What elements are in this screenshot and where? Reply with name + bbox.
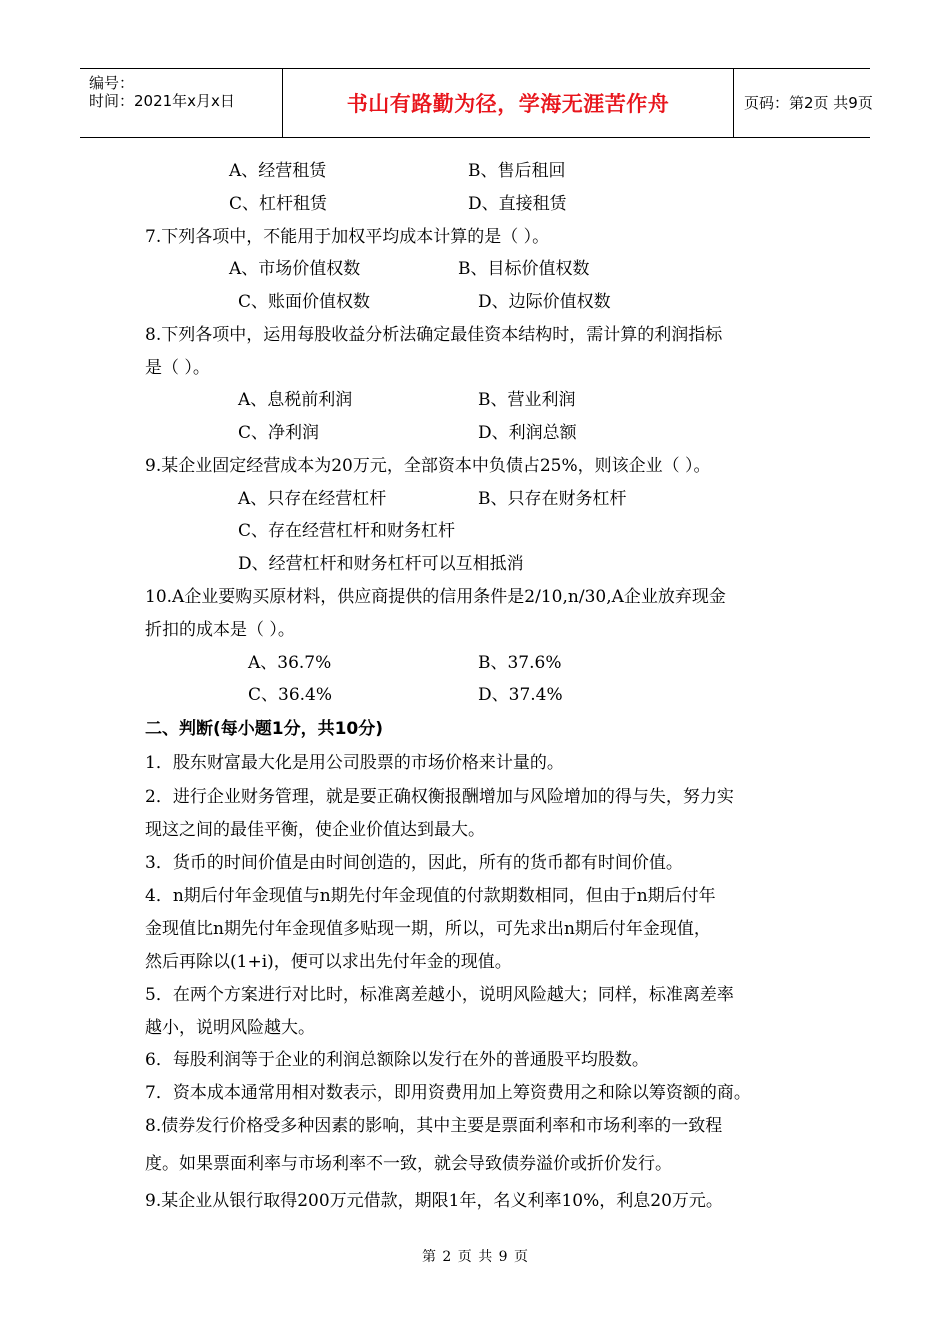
judgment-2-line1: 2．进行企业财务管理，就是要正确权衡报酬增加与风险增加的得与失，努力实	[145, 787, 734, 807]
judgment-2-line2: 现这之间的最佳平衡，使企业价值达到最大。	[145, 820, 485, 840]
option-6a: A、经营租赁	[229, 161, 327, 181]
option-8a: A、息税前利润	[238, 390, 353, 410]
motto-text: 书山有路勤为径，学海无涯苦作舟	[346, 92, 670, 116]
option-9b: B、只存在财务杠杆	[478, 489, 627, 509]
judgment-3: 3．货币的时间价值是由时间创造的，因此，所有的货币都有时间价值。	[145, 853, 683, 873]
document-header	[80, 68, 873, 138]
option-7a: A、市场价值权数	[229, 259, 361, 279]
question-9: 9.某企业固定经营成本为20万元，全部资本中负债占25%，则该企业（ ）。	[145, 456, 711, 476]
motto-cell	[282, 69, 734, 137]
option-9a: A、只存在经营杠杆	[238, 489, 387, 509]
judgment-5-line1: 5．在两个方案进行对比时，标准离差越小，说明风险越大；同样，标准离差率	[145, 985, 734, 1005]
option-9d: D、经营杠杆和财务杠杆可以互相抵消	[238, 554, 524, 574]
judgment-4-line2: 金现值比n期先付年金现值多贴现一期，所以，可先求出n期后付年金现值，	[145, 919, 711, 939]
header-meta-cell	[80, 69, 282, 137]
option-8d: D、利润总额	[478, 423, 577, 443]
option-8b: B、营业利润	[478, 390, 576, 410]
option-10a: A、36.7%	[248, 653, 332, 673]
date-label: 时间：2021年x月x日	[89, 92, 235, 110]
option-9c: C、存在经营杠杆和财务杠杆	[238, 521, 456, 541]
question-10-line1: 10.A企业要购买原材料，供应商提供的信用条件是2/10,n/30,A企业放弃现金	[145, 587, 726, 607]
option-10b: B、37.6%	[478, 653, 562, 673]
judgment-1: 1．股东财富最大化是用公司股票的市场价格来计量的。	[145, 753, 564, 773]
number-label: 编号：	[89, 74, 135, 92]
option-8c: C、净利润	[238, 423, 320, 443]
question-8-line1: 8.下列各项中，运用每股收益分析法确定最佳资本结构时，需计算的利润指标	[145, 325, 723, 345]
option-10c: C、36.4%	[248, 685, 333, 705]
option-6b: B、售后租回	[468, 161, 566, 181]
page-code-cell	[734, 69, 873, 137]
page-footer: 第 2 页 共 9 页	[421, 1249, 529, 1265]
judgment-4-line1: 4．n期后付年金现值与n期先付年金现值的付款期数相同，但由于n期后付年	[145, 886, 716, 906]
judgment-9: 9.某企业从银行取得200万元借款，期限1年，名义利率10%，利息20万元。	[145, 1191, 723, 1211]
judgment-6: 6．每股利润等于企业的利润总额除以发行在外的普通股平均股数。	[145, 1050, 649, 1070]
option-7c: C、账面价值权数	[238, 292, 371, 312]
judgment-8-line2: 度。如果票面利率与市场利率不一致，就会导致债券溢价或折价发行。	[145, 1154, 672, 1174]
judgment-4-line3: 然后再除以(1+i)，便可以求出先付年金的现值。	[145, 952, 512, 972]
question-8-line2: 是（ ）。	[145, 358, 210, 378]
page-code: 页码：第2页 共9页	[744, 94, 873, 112]
judgment-7: 7．资本成本通常用相对数表示，即用资费用加上筹资费用之和除以筹资额的商。	[145, 1083, 751, 1103]
option-7b: B、目标价值权数	[458, 259, 590, 279]
judgment-5-line2: 越小，说明风险越大。	[145, 1018, 315, 1038]
option-6c: C、杠杆租赁	[229, 194, 328, 214]
question-10-line2: 折扣的成本是（ ）。	[145, 620, 295, 640]
section-heading: 二、判断(每小题1分，共10分)	[145, 719, 384, 739]
option-7d: D、边际价值权数	[478, 292, 611, 312]
option-6d: D、直接租赁	[468, 194, 567, 214]
judgment-8-line1: 8.债券发行价格受多种因素的影响，其中主要是票面利率和市场利率的一致程	[145, 1116, 723, 1136]
question-7: 7.下列各项中，不能用于加权平均成本计算的是（ ）。	[145, 227, 550, 247]
option-10d: D、37.4%	[478, 685, 563, 705]
